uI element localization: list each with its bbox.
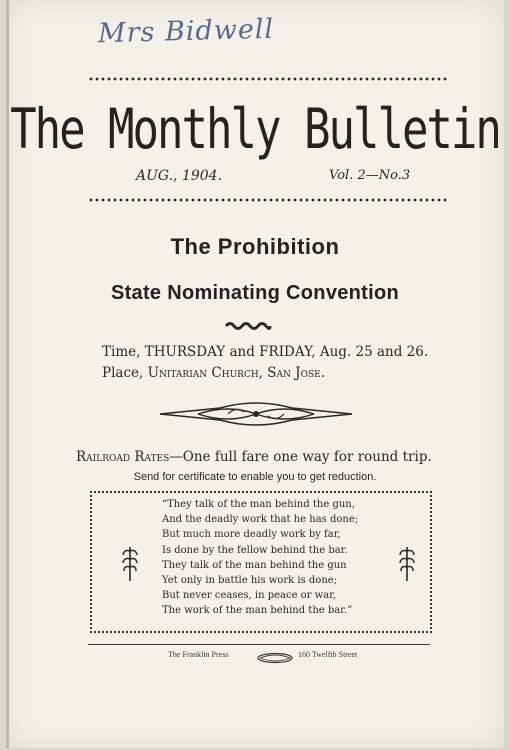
press-mark-icon	[256, 652, 294, 664]
press-address: 160 Twelfth Street	[298, 650, 358, 659]
headline-line2: State Nominating Convention	[110, 282, 400, 304]
poem	[162, 497, 358, 619]
time-value: THURSDAY and FRIDAY, Aug. 25 and 26.	[144, 344, 429, 360]
poem-line: But much more deadly work by far,	[162, 529, 341, 541]
poem-line: They talk of the man behind the gun	[162, 559, 347, 571]
poem-line: But never ceases, in peace or war,	[162, 590, 337, 602]
issue-volume: Vol. 2—No.3	[329, 168, 411, 183]
wavy-ornament	[224, 320, 272, 332]
time-line	[102, 344, 428, 360]
scroll-ornament	[158, 396, 354, 432]
poem-line: Is done by the fellow behind the bar.	[162, 544, 348, 556]
bulletin-page	[6, 0, 504, 748]
place-label: Place,	[102, 365, 144, 381]
top-dotted-rule	[88, 76, 448, 82]
time-label: Time,	[102, 344, 141, 360]
issue-date: AUG., 1904.	[136, 168, 223, 184]
railroad-rates	[76, 449, 432, 465]
lower-dotted-rule	[88, 197, 448, 203]
headline-line1: The Prohibition	[170, 234, 340, 259]
bottom-rule	[88, 644, 430, 645]
place-line	[102, 365, 325, 381]
place-value: Unitarian Church, San Jose.	[147, 365, 325, 381]
handwritten-name: Mrs Bidwell	[97, 13, 275, 50]
masthead-title: The Monthly Bulletin	[10, 98, 500, 162]
wheat-sprig-icon	[398, 543, 416, 583]
press-name: The Franklin Press	[168, 650, 229, 659]
railroad-text: —One full fare one way for round trip.	[169, 449, 432, 465]
poem-line: The work of the man behind the bar.”	[162, 605, 353, 617]
railroad-label: Railroad Rates	[76, 449, 170, 465]
certificate-note: Send for certificate to enable you to get reduction.	[133, 471, 377, 483]
poem-line: “They talk of the man behind the gun,	[162, 499, 355, 510]
poem-line: And the deadly work that he has done;	[162, 514, 359, 526]
wheat-sprig-icon	[121, 543, 139, 583]
poem-line: Yet only in battle his work is done;	[162, 575, 338, 587]
